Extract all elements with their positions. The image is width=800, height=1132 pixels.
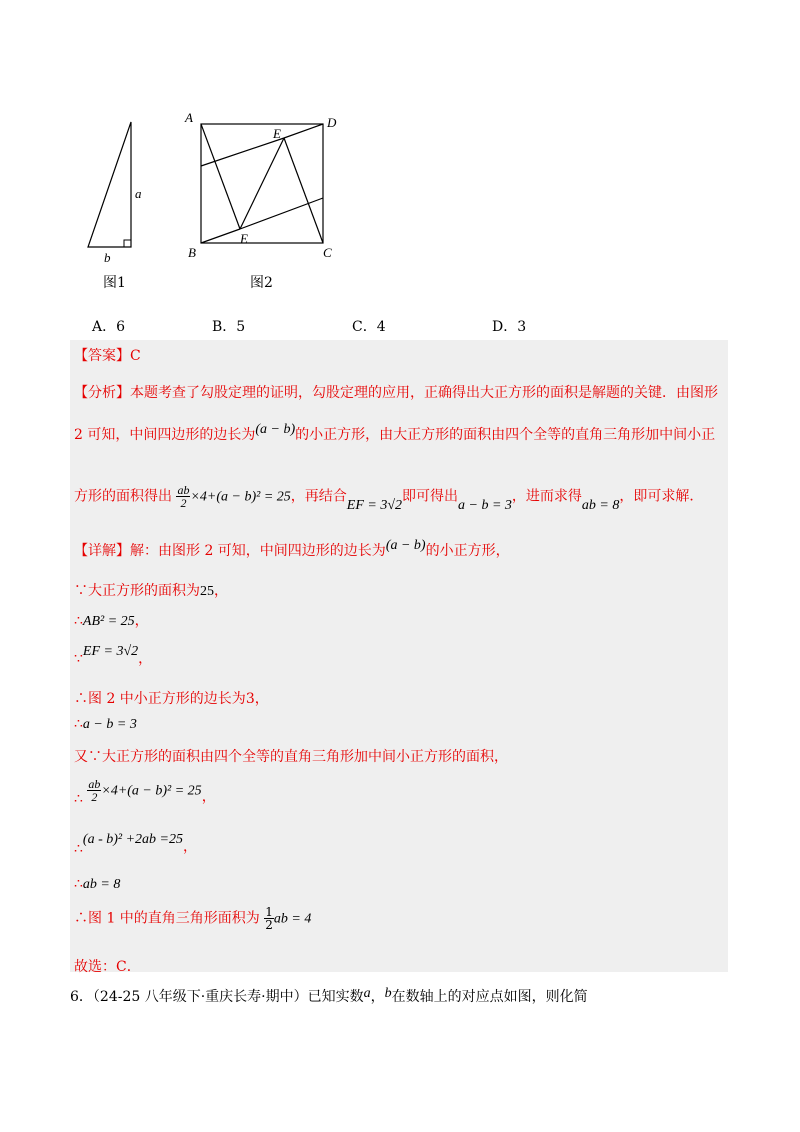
fraction-one-half: [264, 906, 274, 931]
therefore-4-expr: ×4+(a − b)² = 25: [101, 783, 202, 799]
therefore-5-symbol: ∴: [74, 841, 83, 857]
therefore-6-symbol: ∴: [74, 876, 83, 892]
fig2-caption: 图2: [250, 275, 273, 291]
segment-E-top-D: [284, 124, 323, 138]
detail-text-1a: 解：由图形 2 可知，中间四边形的边长为: [130, 543, 386, 559]
option-d[interactable]: D．3: [492, 319, 527, 335]
question-6-text-b: 在数轴上的对应点如图，则化简: [391, 989, 588, 1005]
because-1-comma: ，: [214, 583, 228, 599]
figure-2-square: [190, 110, 340, 255]
fig2-label-E-bottom: E: [240, 231, 248, 246]
therefore-line-6: [74, 876, 120, 893]
therefore-line-4: [74, 777, 216, 807]
fraction-ab-over-2: [176, 484, 190, 509]
analysis-text-3a: 方形的面积得出: [74, 488, 172, 505]
therefore-line-7: [74, 906, 311, 931]
option-b[interactable]: B．5: [212, 319, 246, 335]
analysis-expr-ab: ab = 8: [581, 497, 620, 513]
analysis-text-2b: 的小正方形，由大正方形的面积由四个全等的直角三角形加中间小正: [295, 427, 716, 443]
because-1-number: 25: [200, 584, 214, 599]
question-6: [70, 986, 588, 1006]
question-6-text-a: 已知实数: [307, 989, 364, 1005]
detail-tag: 【详解】: [74, 543, 130, 559]
analysis-text-3e: ，即可求解．: [619, 488, 704, 505]
also-text: 又∵大正方形的面积由四个全等的直角三角形加中间小正方形的面积，: [74, 749, 508, 765]
because-line-1: [74, 580, 228, 600]
fraction-denominator: 2: [180, 496, 187, 510]
question-6-source: （24-25 八年级下·重庆长寿·期中）: [92, 989, 308, 1005]
fraction-detail-numerator: ab: [88, 777, 101, 791]
analysis-expr-a-minus-b: (a − b): [255, 422, 296, 437]
analysis-line-2: [74, 424, 715, 444]
question-6-var-b: b: [384, 986, 392, 1001]
fig1-label-b: b: [104, 250, 111, 265]
answer-value: C: [130, 348, 141, 364]
therefore-4-comma: ，: [201, 788, 216, 805]
question-6-number: 6．: [70, 989, 93, 1005]
answer-line: [74, 345, 141, 365]
option-c[interactable]: C．4: [352, 319, 386, 335]
analysis-text-3c: 即可得出: [402, 488, 458, 505]
choose-line: [74, 956, 141, 976]
analysis-line-1: [74, 382, 718, 402]
therefore-line-1: [74, 610, 149, 630]
therefore-3-symbol: ∴: [74, 716, 83, 732]
also-line: [74, 746, 508, 766]
therefore-1-expr: AB² = 25: [82, 614, 135, 629]
therefore-line-5: [74, 828, 197, 857]
fraction-numerator: ab: [177, 483, 190, 497]
fraction-ab-over-2-detail: [87, 778, 101, 803]
segment-A-E-bottom: [201, 124, 240, 229]
question-6-var-a: a: [363, 986, 371, 1001]
detail-text-1b: 的小正方形，: [425, 543, 510, 559]
fig2-label-D: D: [327, 115, 337, 130]
therefore-1-comma: ，: [134, 613, 149, 629]
analysis-expr-amb: a − b = 3: [458, 497, 512, 513]
because-2-expr: EF = 3√2: [82, 644, 139, 659]
figure-1-triangle: [80, 110, 160, 255]
therefore-6-expr: ab = 8: [82, 877, 121, 892]
detail-line-1: [74, 540, 510, 560]
therefore-2-number: 3: [245, 691, 255, 707]
analysis-text-1: 本题考查了勾股定理的证明，勾股定理的应用，正确得出大正方形的面积是解题的关键．由图形: [130, 385, 718, 401]
analysis-expr-ef: EF = 3√2: [346, 497, 402, 513]
fig1-label-a: a: [135, 186, 142, 201]
analysis-line-3: [74, 483, 704, 513]
therefore-2-text: ∴图 2 中小正方形的边长为: [74, 691, 246, 707]
analysis-text-3d: ，进而求得: [511, 488, 582, 505]
because-line-2: [74, 640, 153, 667]
because-1-text: ∵大正方形的面积为: [74, 583, 200, 599]
fig2-label-C: C: [323, 245, 332, 260]
choose-text: 故选：C．: [74, 959, 141, 975]
detail-expr-a-minus-b: (a − b): [385, 538, 426, 553]
analysis-text-2a: 2 可知，中间四边形的边长为: [74, 427, 256, 443]
therefore-line-3: [74, 716, 137, 733]
therefore-line-2: [74, 688, 269, 708]
analysis-equation-1: ×4+(a − b)² = 25: [190, 489, 291, 505]
half-numerator: 1: [265, 905, 273, 919]
half-denominator: 2: [265, 918, 273, 932]
therefore-2-comma: ，: [254, 691, 269, 707]
therefore-3-expr: a − b = 3: [82, 717, 137, 732]
right-triangle: [88, 122, 131, 247]
because-2-comma: ，: [138, 651, 153, 667]
fraction-detail-denominator: 2: [91, 790, 98, 804]
therefore-1-symbol: ∴: [74, 613, 83, 629]
answer-tag: 【答案】: [74, 348, 130, 364]
analysis-tag: 【分析】: [74, 385, 130, 401]
right-angle-mark: [124, 240, 131, 247]
segment-left-E-top: [201, 138, 284, 166]
therefore-4-symbol: ∴: [74, 790, 83, 807]
therefore-7-expr: ab = 4: [273, 911, 312, 927]
question-6-sep: ，: [370, 989, 385, 1005]
fig2-label-A: A: [185, 110, 193, 125]
therefore-7-text: ∴图 1 中的直角三角形面积为: [74, 910, 260, 927]
fig1-caption: 图1: [103, 275, 126, 291]
fig2-label-B: B: [188, 245, 196, 260]
because-2-symbol: ∵: [74, 651, 83, 667]
option-a[interactable]: A．6: [92, 319, 126, 335]
therefore-5-comma: ，: [183, 839, 197, 855]
segment-E-top-C: [284, 138, 323, 243]
therefore-5-expr: (a - b)² +2ab =25: [82, 832, 183, 847]
fig2-label-E-top: E: [273, 126, 281, 141]
segment-B-E-bottom: [201, 229, 240, 243]
analysis-text-3b: ，再结合: [290, 488, 347, 505]
